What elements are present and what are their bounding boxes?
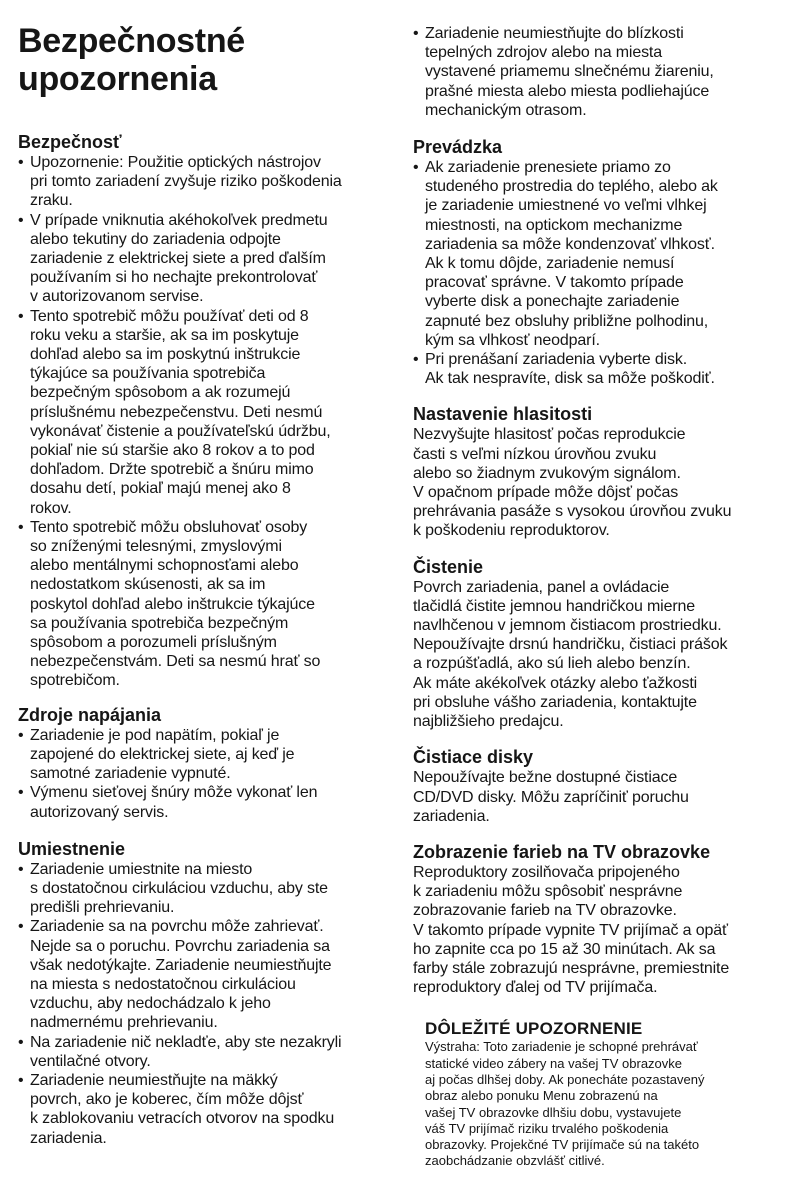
list-item: [18, 726, 398, 784]
text-line: • Upozornenie: Použitie optických nástrojov: [30, 154, 321, 171]
text-line: na miesta s nedostatočnou cirkuláciou: [30, 975, 296, 993]
paragraph: [413, 425, 791, 540]
text-line: k zariadeniu môžu spôsobiť nesprávne: [413, 883, 683, 901]
text-line: príslušnému nebezpečenstvu. Deti nesmú: [30, 403, 323, 421]
page-title: [18, 22, 398, 98]
text-line: • Zariadenie umiestnite na miesto: [30, 860, 253, 878]
text-line: • Zariadenie je pod napätím, pokiaľ je: [30, 726, 280, 744]
section-heading: Bezpečnosť: [18, 132, 122, 152]
title-line: upozornenia: [18, 60, 217, 98]
text-line: povrch, ako je koberec, čím môže dôjsť: [30, 1091, 304, 1109]
volume-section: [413, 404, 791, 540]
text-line: zariadenia.: [413, 807, 490, 825]
text-line: • Zariadenie sa na povrchu môže zahrievať.: [30, 918, 324, 936]
paragraph: [413, 863, 791, 997]
text-line: vašej TV obrazovke dlhšiu dobu, vystavujete: [425, 1104, 682, 1120]
text-line: časti s veľmi nízkou úrovňou zvuku: [413, 445, 657, 463]
paragraph: [413, 578, 791, 732]
text-line: • Ak zariadenie prenesiete priamo zo: [425, 159, 671, 177]
bullet-list: [18, 153, 398, 691]
section-heading: Čistiace disky: [413, 747, 534, 768]
text-line: používaním si ho nechajte prekontrolovať: [30, 269, 318, 287]
notice-heading: DÔLEŽITÉ UPOZORNENIE: [425, 1019, 643, 1039]
text-line: tlačidlá čistite jemnou handričkou mierne: [413, 597, 695, 615]
bullet-list: [413, 158, 791, 388]
text-line: tepelných zdrojov alebo na miesta: [425, 44, 662, 62]
text-line: • Tento spotrebič môžu obsluhovať osoby: [30, 518, 308, 536]
text-line: predišli prehrievaniu.: [30, 899, 175, 917]
title-line: Bezpečnostné: [18, 22, 245, 60]
text-line: studeného prostredia do teplého, alebo ak: [425, 178, 718, 196]
safety-section: [18, 132, 398, 691]
text-line: prehrávania pasáže s vysokou úrovňou zvuku: [413, 503, 732, 521]
text-line: nebezpečenstvám. Deti sa nesmú hrať so: [30, 653, 321, 671]
text-line: zraku.: [30, 192, 73, 210]
text-line: prašné miesta alebo miesta podliehajúce: [425, 82, 710, 100]
text-line: sa používania spotrebiča bezpečným: [30, 614, 289, 632]
text-line: • Tento spotrebič môžu používať deti od 8: [30, 307, 309, 325]
discs-section: [413, 747, 791, 826]
placement-section: [18, 839, 398, 1148]
section-heading: Umiestnenie: [18, 838, 126, 859]
list-item: [18, 153, 398, 211]
text-line: • Pri prenášaní zariadenia vyberte disk.: [425, 351, 687, 369]
text-line: dohľadom. Držte spotrebič a šnúru mimo: [30, 461, 314, 479]
text-line: Nepoužívajte bežne dostupné čistiace: [413, 769, 678, 787]
text-line: alebo mentálnymi schopnosťami alebo: [30, 557, 299, 575]
text-line: navlhčenou v jemnom čistiacom prostriedku.: [413, 617, 722, 635]
text-line: mechanickým otrasom.: [425, 101, 587, 119]
cleaning-section: [413, 557, 791, 732]
text-line: zapojené do elektrickej siete, aj keď je: [30, 745, 295, 763]
text-line: váš TV prijímač riziku trvalého poškodenia: [425, 1120, 669, 1136]
text-line: dohľad alebo sa im poskytnú inštrukcie: [30, 346, 301, 364]
section-heading: Čistenie: [413, 556, 484, 577]
text-line: pri obsluhe vášho zariadenia, kontaktujte: [413, 693, 697, 711]
text-line: aj počas dlhšej doby. Ak ponecháte pozastavený: [425, 1071, 705, 1087]
text-line: Nepoužívajte drsnú handričku, čistiaci prášok: [413, 636, 728, 654]
text-line: obrazovky. Projekčné TV prijímače sú na takéto: [425, 1137, 700, 1153]
bullet-list: [413, 24, 791, 120]
text-line: je zariadenie umiestnené vo veľmi vlhkej: [425, 197, 707, 215]
text-line: obraz alebo ponuku Menu zobrazenú na: [425, 1088, 658, 1104]
text-line: kým sa vlhkosť neodparí.: [425, 331, 600, 349]
text-line: Reproduktory zosilňovača pripojeného: [413, 863, 680, 881]
text-line: pri tomto zariadení zvyšuje riziko poškodenia: [30, 173, 342, 191]
text-line: týkajúce sa používania spotrebiča: [30, 365, 266, 383]
text-line: so zníženými telesnými, zmyslovými: [30, 538, 282, 556]
text-line: autorizovaný servis.: [30, 803, 169, 821]
text-line: Ak tak nespravíte, disk sa môže poškodiť.: [425, 370, 715, 388]
text-line: CD/DVD disky. Môžu zapríčiniť poruchu: [413, 788, 689, 806]
text-line: dosahu detí, pokiaľ majú menej ako 8: [30, 480, 291, 498]
power-section: [18, 705, 398, 822]
list-item: [18, 518, 398, 691]
text-line: poskytol dohľad alebo inštrukcie týkajúce: [30, 595, 315, 613]
right-column: [413, 0, 791, 1170]
bullet-list: [18, 860, 398, 1148]
text-line: alebo tekutiny do zariadenia odpojte: [30, 230, 281, 248]
section-heading: Prevádzka: [413, 137, 503, 158]
text-line: a rozpúšťadlá, ako sú lieh alebo benzín.: [413, 655, 691, 673]
left-column: [18, 0, 398, 1148]
text-line: Povrch zariadenia, panel a ovládacie: [413, 578, 670, 596]
placement-continued: [413, 24, 791, 120]
text-line: najbližšieho predajcu.: [413, 713, 564, 731]
text-line: Ak k tomu dôjde, zariadenie nemusí: [425, 255, 675, 273]
text-line: samotné zariadenie vypnuté.: [30, 765, 231, 783]
text-line: pokiaľ nie sú staršie ako 8 rokov a to pod: [30, 442, 315, 460]
list-item: [18, 307, 398, 518]
text-line: Nezvyšujte hlasitosť počas reprodukcie: [413, 426, 686, 444]
text-line: v autorizovanom servise.: [30, 288, 204, 306]
text-line: zariadenia.: [30, 1129, 107, 1147]
text-line: Výstraha: Toto zariadenie je schopné prehrávať: [425, 1039, 698, 1055]
list-item: [18, 1033, 398, 1071]
text-line: zaobchádzanie obzvlášť citlivé.: [425, 1153, 605, 1169]
list-item: [413, 24, 791, 120]
list-item: [18, 917, 398, 1032]
paragraph: [413, 768, 791, 826]
text-line: k poškodeniu reproduktorov.: [413, 522, 610, 540]
text-line: statické video zábery na vašej TV obrazovke: [425, 1055, 683, 1071]
section-heading: Zdroje napájania: [18, 704, 162, 725]
text-line: pracovať správne. V takomto prípade: [425, 274, 684, 292]
list-item: [413, 350, 791, 388]
text-line: • Zariadenie neumiestňujte do blízkosti: [425, 25, 684, 42]
list-item: [18, 783, 398, 821]
text-line: zobrazovanie farieb na TV obrazovke.: [413, 902, 677, 920]
important-notice: [425, 1019, 791, 1169]
text-line: spotrebičom.: [30, 672, 120, 690]
section-heading: Nastavenie hlasitosti: [413, 404, 593, 425]
text-line: • V prípade vniknutia akéhokoľvek predmetu: [30, 211, 328, 229]
text-line: nedostatkom skúsenosti, ak sa im: [30, 576, 266, 594]
list-item: [18, 1071, 398, 1148]
text-line: ho zapnite cca po 15 až 30 minútach. Ak sa: [413, 940, 716, 958]
text-line: V takomto prípade vypnite TV prijímač a opäť: [413, 921, 728, 939]
text-line: zariadenie z elektrickej siete a pred ďalším: [30, 250, 326, 268]
section-heading: Zobrazenie farieb na TV obrazovke: [413, 841, 711, 862]
text-line: vyberte disk a ponechajte zariadenie: [425, 293, 680, 311]
operation-section: [413, 137, 791, 388]
tv-section: [413, 842, 791, 997]
list-item: [18, 211, 398, 307]
text-line: alebo so žiadnym zvukovým signálom.: [413, 464, 681, 482]
text-line: zapnuté bez obsluhy približne polhodinu,: [425, 312, 709, 330]
text-line: miestnosti, na optickom mechanizme: [425, 216, 683, 234]
text-line: však nedotýkajte. Zariadenie neumiestňujte: [30, 956, 332, 974]
text-line: roku veku a staršie, ak sa im poskytuje: [30, 326, 299, 344]
text-line: reproduktory ďalej od TV prijímača.: [413, 979, 658, 997]
text-line: nadmernému prehrievaniu.: [30, 1014, 218, 1032]
text-line: • Zariadenie neumiestňujte na mäkký: [30, 1071, 278, 1089]
text-line: Ak máte akékoľvek otázky alebo ťažkosti: [413, 674, 698, 692]
text-line: vykonávať čistenie a používateľskú údržbu,: [30, 422, 331, 440]
text-line: spôsobom a porozumeli príslušným: [30, 634, 277, 652]
text-line: vzduchu, aby nedochádzalo k jeho: [30, 995, 271, 1013]
text-line: Nejde sa o poruchu. Povrchu zariadenia sa: [30, 937, 330, 955]
text-line: zariadenia sa môže kondenzovať vlhkosť.: [425, 235, 715, 253]
bullet-list: [18, 726, 398, 822]
text-line: farby stále zobrazujú nesprávne, premiestnite: [413, 959, 730, 977]
list-item: [413, 158, 791, 350]
text-line: rokov.: [30, 499, 72, 517]
notice-text: [425, 1039, 791, 1169]
text-line: s dostatočnou cirkuláciou vzduchu, aby ste: [30, 879, 328, 897]
text-line: V opačnom prípade môže dôjsť počas: [413, 484, 679, 502]
text-line: k zablokovaniu vetracích otvorov na spodku: [30, 1110, 335, 1128]
text-line: vystavené priamemu slnečnému žiareniu,: [425, 63, 714, 81]
text-line: ventilačné otvory.: [30, 1052, 151, 1070]
text-line: • Výmenu sieťovej šnúry môže vykonať len: [30, 784, 318, 802]
text-line: bezpečným spôsobom a ak rozumejú: [30, 384, 291, 402]
text-line: • Na zariadenie nič nekladťe, aby ste nezakryli: [30, 1033, 342, 1051]
list-item: [18, 860, 398, 918]
